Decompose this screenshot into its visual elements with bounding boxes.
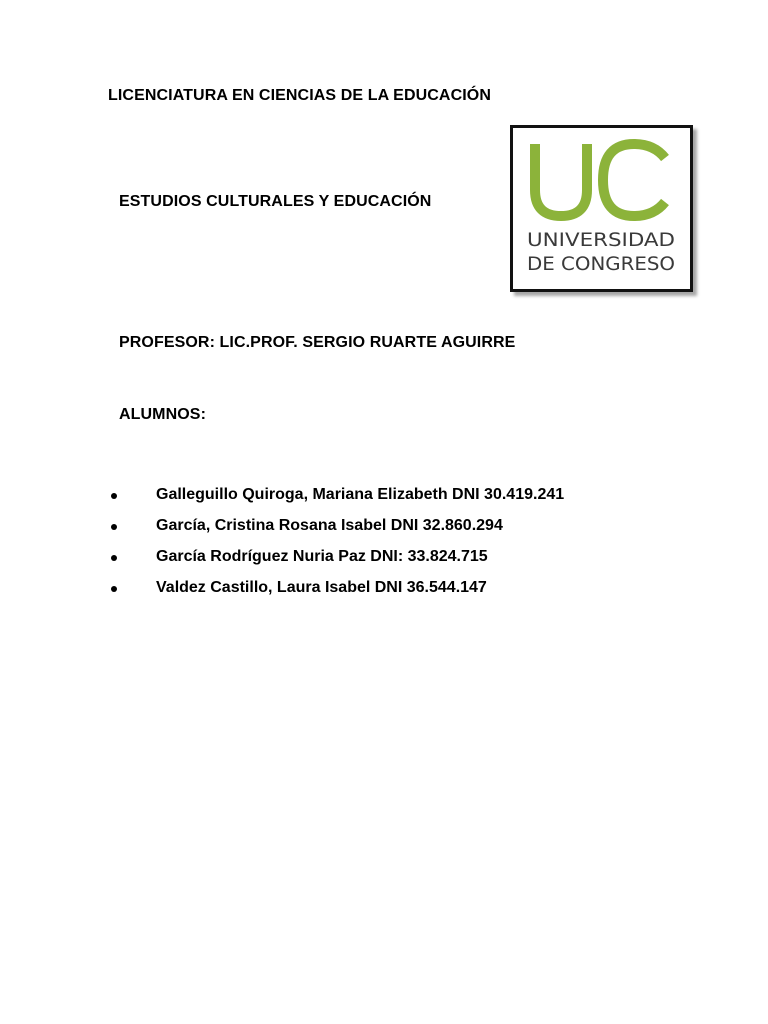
students-heading: ALUMNOS:	[119, 406, 207, 423]
professor-line: PROFESOR: LIC.PROF. SERGIO RUARTE AGUIRRE	[119, 334, 516, 351]
student-name: García Rodríguez Nuria Paz DNI: 33.824.715	[156, 548, 488, 565]
course-title: ESTUDIOS CULTURALES Y EDUCACIÓN	[119, 193, 432, 210]
bullet-icon	[111, 586, 117, 592]
university-logo	[510, 125, 693, 292]
bullet-icon	[111, 555, 117, 561]
bullet-icon	[111, 524, 117, 530]
career-title: LICENCIATURA EN CIENCIAS DE LA EDUCACIÓN	[108, 87, 491, 104]
student-name: García, Cristina Rosana Isabel DNI 32.860.294	[156, 517, 503, 534]
student-name: Galleguillo Quiroga, Mariana Elizabeth DNI 30.419.241	[156, 486, 565, 503]
bullet-icon	[111, 493, 117, 499]
logo-line-2: DE CONGRESO	[527, 253, 675, 275]
student-name: Valdez Castillo, Laura Isabel DNI 36.544.147	[156, 579, 487, 596]
logo-line-1: UNIVERSIDAD	[527, 229, 675, 251]
